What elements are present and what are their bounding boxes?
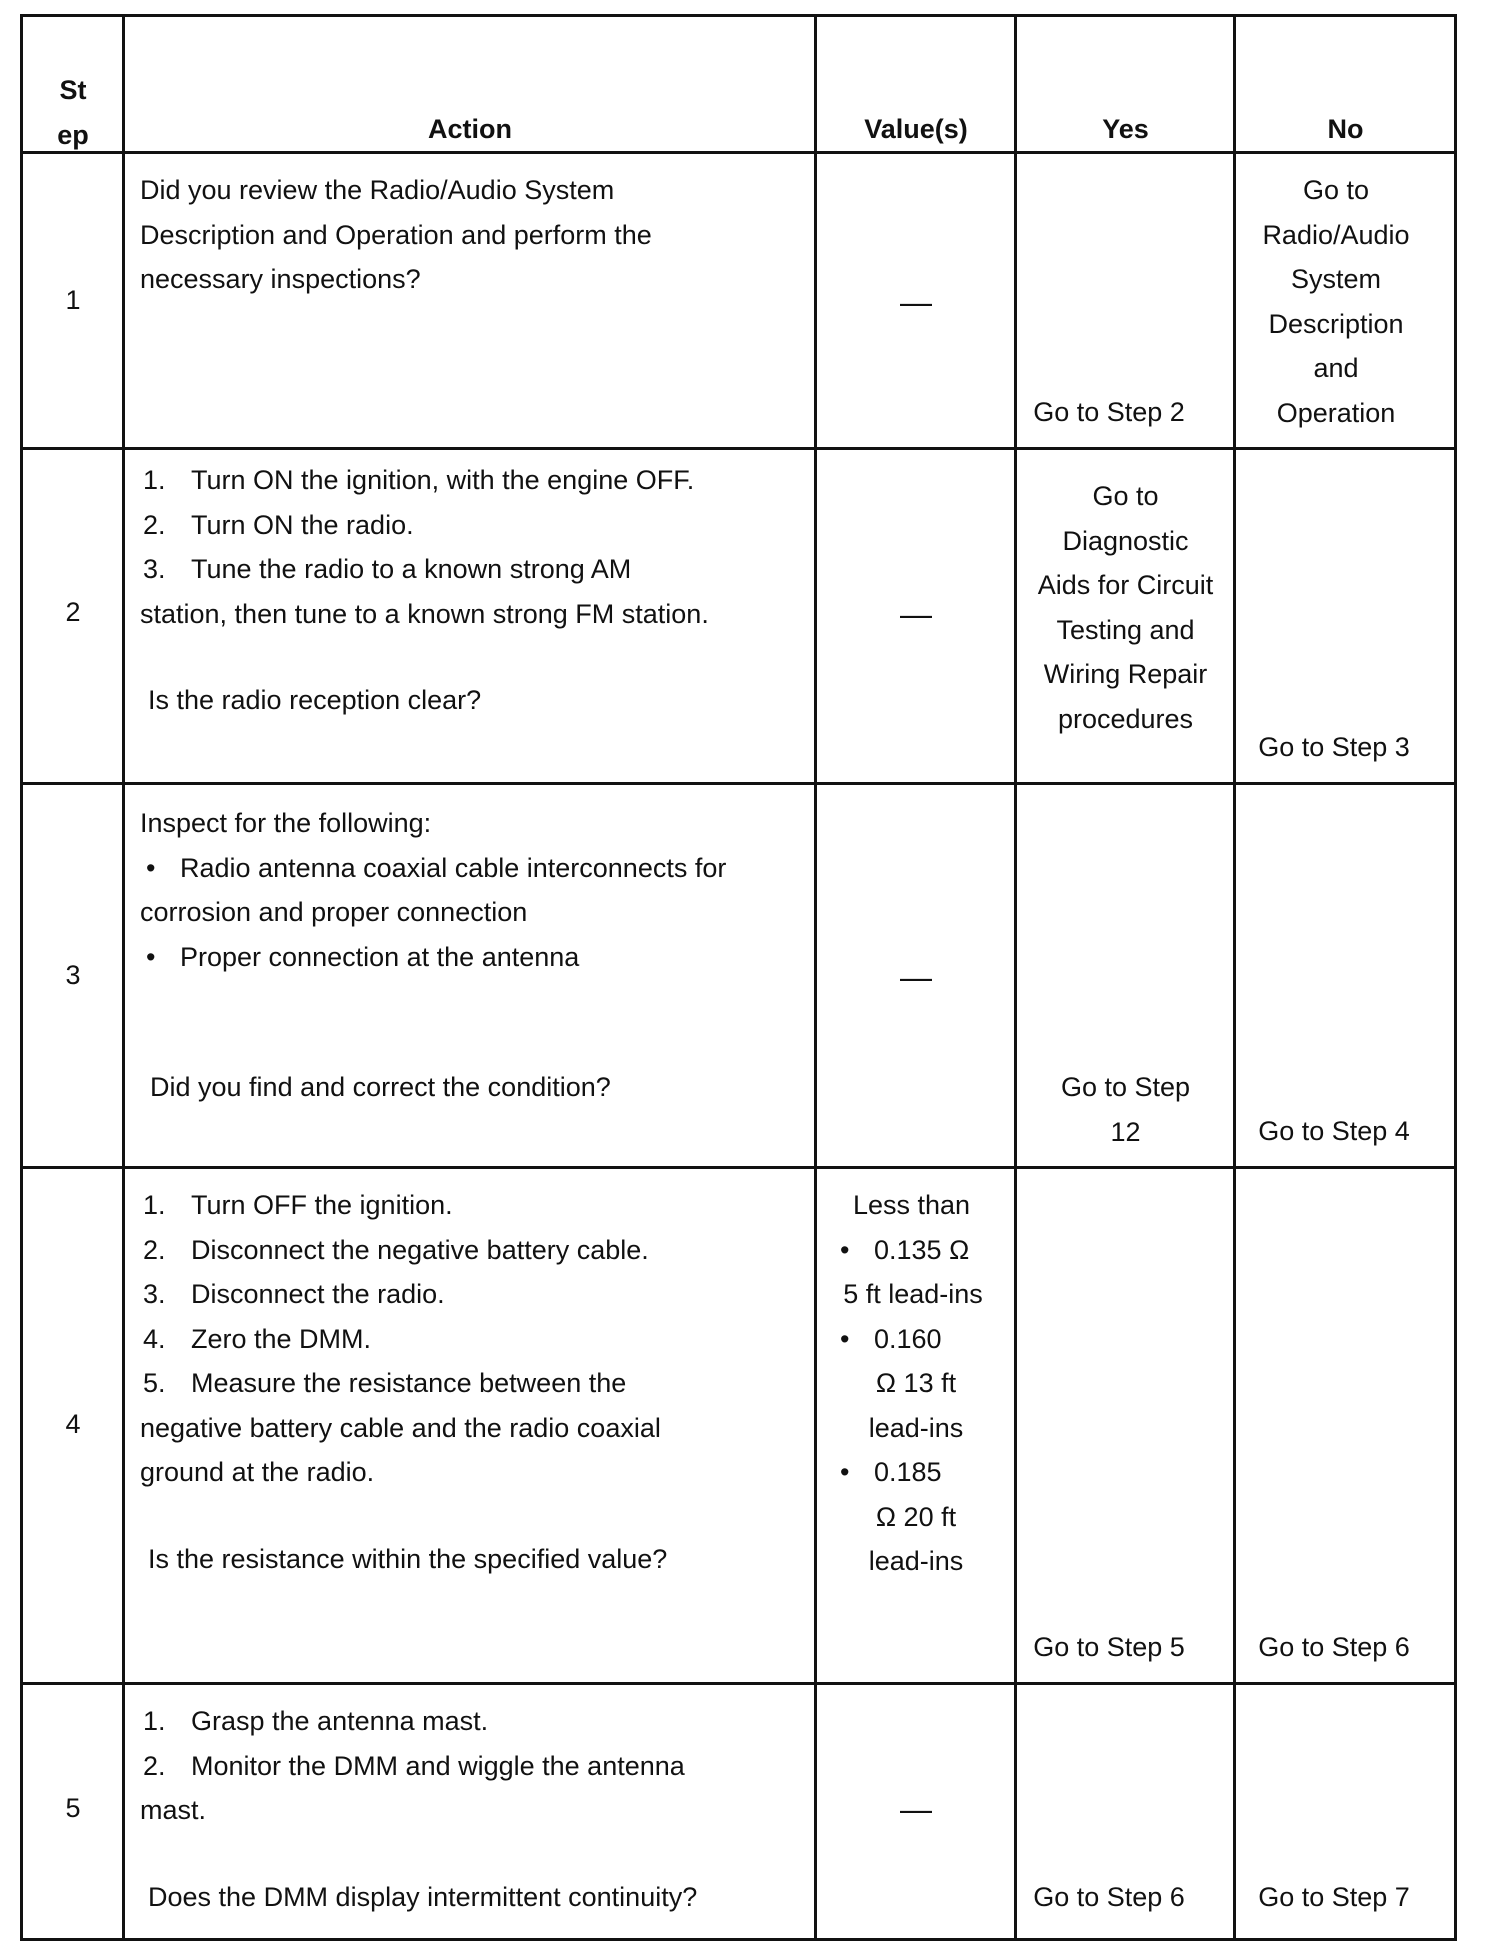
action-text: Inspect for the following: • Radio antenna coaxial cable interconnects for corrosion and proper connection • Proper connection at the antenna Did you find and correct the condition?: [140, 808, 727, 1102]
step-index: 1.: [143, 1190, 166, 1220]
step-number: 4: [65, 1409, 81, 1439]
step-text: Disconnect the radio.: [191, 1279, 445, 1309]
yes-cell: Go to Step 12: [1060, 1072, 1191, 1147]
value-cell: —: [900, 284, 932, 320]
step-index: 2.: [143, 509, 166, 540]
step-index: 1.: [143, 1706, 166, 1736]
step-number: 1: [65, 285, 81, 315]
action-text: 1. Turn ON the ignition, with the engine OFF. 2. Turn ON the radio. 3. Tune the radio to a known strong AM station, then tune to a known strong FM station. Is the radio reception clear?: [143, 458, 709, 723]
procedure-step: [143, 1744, 697, 1789]
yes-cell: Go to Diagnostic Aids for Circuit Testing and Wiring Repair procedures: [1037, 481, 1214, 734]
step-index: 2.: [143, 1234, 166, 1265]
header-action: Action: [428, 114, 512, 144]
header-step: St ep: [57, 75, 89, 150]
procedure-step: [143, 458, 709, 503]
step-index: 3.: [143, 554, 166, 584]
step-index: 2.: [143, 1750, 166, 1781]
procedure-step: [143, 1228, 667, 1273]
value-cell: —: [900, 596, 932, 632]
procedure-step: [143, 1183, 667, 1228]
step-number: 2: [65, 597, 81, 627]
action-text: 1. Grasp the antenna mast. 2. Monitor the DMM and wiggle the antenna mast. Does the DMM display intermittent continuity?: [143, 1699, 697, 1919]
bullet-item: • Proper connection at the antenna: [146, 941, 580, 972]
action-text: Did you review the Radio/Audio System Description and Operation and perform the necessary inspections?: [140, 175, 652, 294]
no-cell: Go to Step 4: [1258, 1116, 1410, 1146]
procedure-step: [143, 1272, 667, 1317]
value-cell: —: [900, 959, 932, 995]
no-cell: Go to Step 6: [1258, 1632, 1410, 1662]
procedure-step: [143, 1317, 667, 1362]
header-yes: Yes: [1102, 114, 1149, 144]
no-cell: Go to Radio/Audio System Description and Operation: [1262, 175, 1410, 428]
value-cell: —: [900, 1791, 932, 1827]
step-text: Monitor the DMM and wiggle the antenna: [191, 1750, 685, 1781]
procedure-list: [143, 458, 709, 592]
action-text: 1. Turn OFF the ignition. 2. Disconnect the negative battery cable. 3. Disconnect the radio. 4. Zero the DMM. 5. Measure the resistance between the negative battery cable and the radio coaxial ground at the radio. Is the resistance within the specified value?: [143, 1183, 667, 1581]
step-number: 3: [65, 960, 81, 990]
step-text: Tune the radio to a known strong AM: [191, 554, 632, 584]
step-text: Turn ON the ignition, with the engine OFF.: [191, 465, 695, 495]
procedure-list: [143, 1699, 697, 1788]
bullet-item: • Radio antenna coaxial cable interconnects for: [146, 852, 727, 883]
procedure-step: [143, 547, 709, 592]
step-index: 4.: [143, 1323, 166, 1354]
yes-cell: Go to Step 6: [1033, 1882, 1185, 1912]
step-text: Zero the DMM.: [191, 1323, 372, 1354]
yes-cell: Go to Step 2: [1033, 397, 1185, 427]
step-index: 1.: [143, 465, 166, 495]
no-cell: Go to Step 7: [1258, 1882, 1410, 1912]
step-number: 5: [65, 1793, 81, 1823]
value-cell: Less than • 0.135 Ω 5 ft lead-ins • 0.160 Ω 13 ft lead-ins • 0.185 Ω 20 ft lead-ins: [840, 1190, 983, 1576]
procedure-list: [143, 1183, 667, 1406]
header-values: Value(s): [864, 114, 968, 144]
step-index: 5.: [143, 1368, 166, 1398]
procedure-step: [143, 503, 709, 548]
step-text: Turn ON the radio.: [191, 509, 414, 540]
procedure-step: [143, 1699, 697, 1744]
no-cell: Go to Step 3: [1258, 732, 1410, 762]
step-text: Turn OFF the ignition.: [191, 1190, 453, 1220]
header-no: No: [1327, 114, 1364, 144]
step-text: Grasp the antenna mast.: [191, 1706, 489, 1736]
procedure-step: [143, 1361, 667, 1406]
yes-cell: Go to Step 5: [1033, 1632, 1185, 1662]
step-text: Disconnect the negative battery cable.: [191, 1234, 649, 1265]
step-text: Measure the resistance between the: [191, 1368, 627, 1398]
step-index: 3.: [143, 1279, 166, 1309]
